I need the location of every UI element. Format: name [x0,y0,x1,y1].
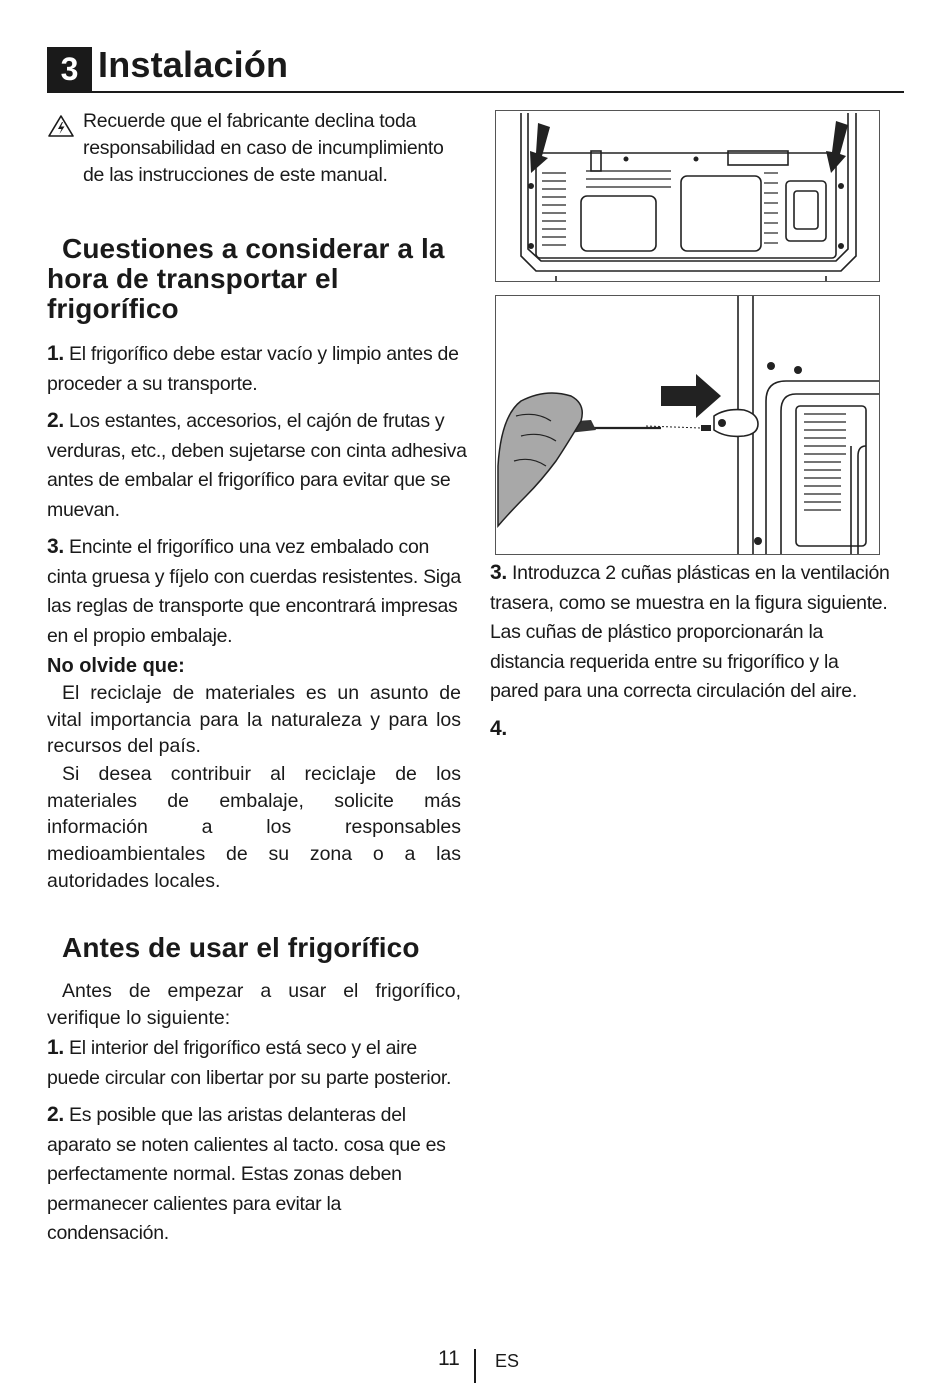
footer-separator [474,1349,476,1383]
item-text: Los estantes, accesorios, el cajón de frutas y verduras, etc., deben sujetarse con cinta adhesiva antes de embalar el frigorífico para evitar que se muevan. [47,410,467,521]
item-number: 2. [47,409,64,432]
transport-list [47,339,467,658]
section-heading-transport: Cuestiones a considerar a la hora de transportar el frigorífico [47,233,445,324]
item-text: Encinte el frigorífico una vez embalado con cinta gruesa y fíjelo con cuerdas resistentes. Siga las reglas de transporte que encontrará impresas en el propio embalaje. [47,536,461,647]
item-text: El interior del frigorífico está seco y el aire puede circular con libertar por su parte posterior. [47,1037,452,1089]
item-text: Es posible que las aristas delanteras del aparato se noten calientes al tacto. cosa que es perfectamente normal. Estas zonas deben permanecer calientes para evitar la condensación. [47,1104,446,1244]
item-number: 1. [47,342,64,365]
warning-note [47,108,467,189]
list-item [490,558,890,707]
remember-paragraph-1: El reciclaje de materiales es un asunto de vital importancia para la naturaleza y para los recursos del país. [47,682,461,758]
right-column-list [490,558,890,751]
screwdriver-illustration [495,295,880,555]
item-text: Introduzca 2 cuñas plásticas en la ventilación trasera, como se muestra en la figura siguiente. Las cuñas de plástico proporcionarán la distancia requerida entre su frigorífico y la pared para una correcta circulación del aire. [490,562,890,702]
item-number: 3. [47,535,64,558]
item-text: El frigorífico debe estar vacío y limpio antes de proceder a su transporte. [47,343,459,395]
chapter-title: Instalación [98,44,289,85]
section-heading-before-use: Antes de usar el frigorífico [62,932,420,963]
list-item [47,1033,467,1093]
list-item [490,714,890,745]
item-number: 4. [490,716,507,740]
fridge-rear-illustration [495,110,880,282]
list-item [47,339,467,399]
chapter-number-badge: 3 [47,47,92,91]
remember-paragraph-2: Si desea contribuir al reciclaje de los materiales de embalaje, solicite más información a los responsables medioambientales de su zona o a las autoridades locales. [47,763,461,892]
header-rule [47,91,904,93]
warning-text: Recuerde que el fabricante declina toda responsabilidad en caso de incumplimiento de las instrucciones de este manual. [83,110,444,186]
item-number: 1. [47,1036,64,1059]
remember-heading: No olvide que: [47,655,185,677]
list-item [47,1100,467,1249]
warning-triangle-icon [47,114,75,138]
language-code: ES [495,1351,520,1371]
before-use-intro: Antes de empezar a usar el frigorífico, verifique lo siguiente: [47,980,461,1029]
list-item [47,406,467,525]
item-number: 2. [47,1103,64,1126]
item-number: 3. [490,561,507,584]
before-use-list [47,1033,467,1256]
page-number: 11 [438,1347,460,1370]
list-item [47,532,467,651]
